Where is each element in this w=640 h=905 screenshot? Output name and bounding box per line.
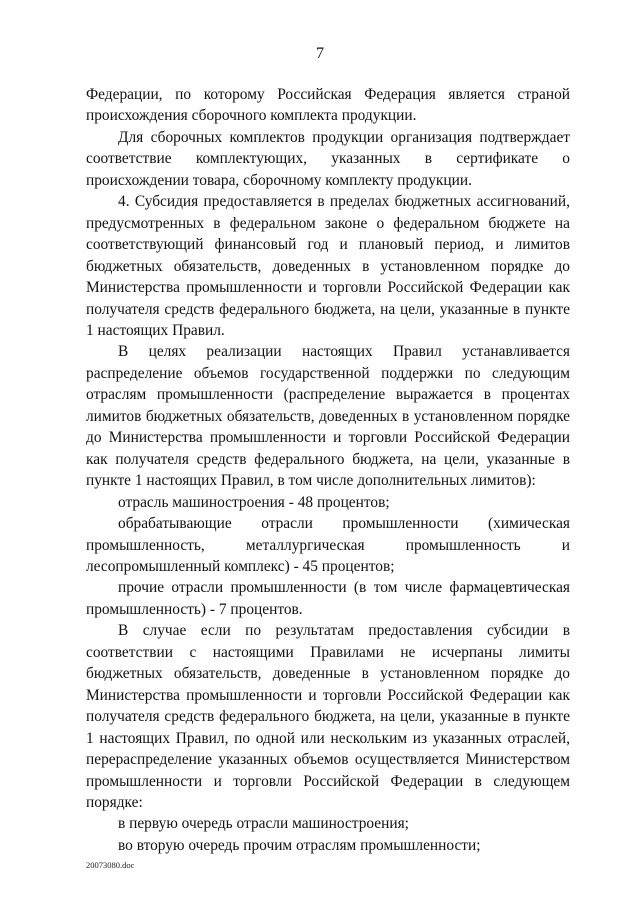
- list-item-second-priority: во вторую очередь прочим отраслям промышленности;: [118, 836, 481, 854]
- page-number: 7: [316, 45, 324, 62]
- paragraph-clause-4: 4. Субсидия предоставляется в пределах бюджетных ассигнований, предусмотренных в федеральном законе о федеральном бюджете на соответствующий финансовый год и плановый период, и лимитов бюджетных обязательств, доведенных в установленном порядке до Министерства промышленности и торговли Российской Федерации как получателя средств федерального бюджета, на цели, указанные в пункте 1 настоящих Правил.: [86, 193, 570, 339]
- list-item-processing: обрабатывающие отрасли промышленности (химическая промышленность, металлургическая промышленность и лесопромышленный комплекс) - 45 процентов;: [86, 515, 570, 575]
- list-item-machinery: отрасль машиностроения - 48 процентов;: [118, 493, 390, 511]
- paragraph-assembly-kits: Для сборочных комплектов продукции организация подтверждает соответствие комплектующих, указанных в сертификате о происхождении товара, сборочному комплекту продукции.: [86, 128, 570, 189]
- paragraph-continuation: Федерации, по которому Российская Федерация является страной происхождения сборочного комплекта продукции.: [86, 86, 570, 125]
- paragraph-distribution: В целях реализации настоящих Правил устанавливается распределение объемов государственной поддержки по следующим отраслям промышленности (распределение выражается в процентах лимитов бюджетных обязательств, доведенных в установленном порядке до Министерства промышленности и торговли Российской Федерации как получателя средств федерального бюджета, на цели, указанные в пункте 1 настоящих Правил, в том числе дополнительных лимитов):: [86, 343, 570, 490]
- list-item-first-priority: в первую очередь отрасли машиностроения;: [118, 815, 409, 833]
- paragraph-redistribution: В случае если по результатам предоставления субсидии в соответствии с настоящими Правилами не исчерпаны лимиты бюджетных обязательств, доведенные в установленном порядке до Министерства промышленности и торговли Российской Федерации как получателя средств федерального бюджета, на цели, указанные в пункте 1 настоящих Правил, по одной или нескольким из указанных отраслей, перераспределение указанных объемов осуществляется Министерством промышленности и торговли Российской Федерации в следующем порядке:: [86, 622, 570, 811]
- list-item-other: прочие отрасли промышленности (в том числе фармацевтическая промышленность) - 7 процентов.: [86, 579, 570, 618]
- document-body: [86, 84, 570, 856]
- footer-file-name: 20073080.doc: [86, 860, 135, 870]
